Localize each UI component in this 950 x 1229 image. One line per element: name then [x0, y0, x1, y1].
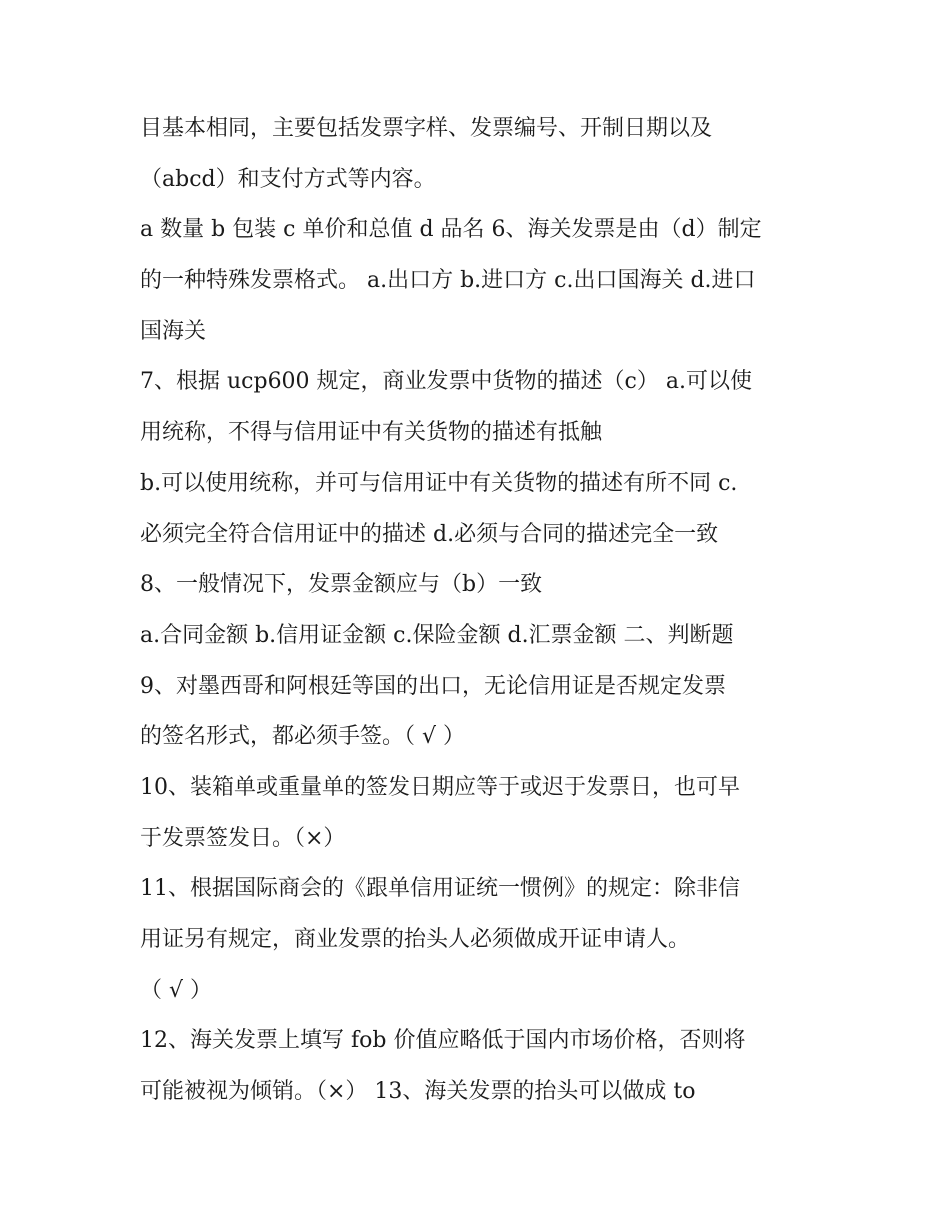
text-line: 用证另有规定，商业发票的抬头人必须做成开证申请人。 — [140, 927, 691, 952]
text-line: 7、根据 ucp600 规定，商业发票中货物的描述（c） a.可以使 — [140, 369, 752, 395]
text-line: 于发票签发日。（×） — [140, 825, 346, 851]
text-line: a.合同金额 b.信用证金额 c.保险金额 d.汇票金额 二、判断题 — [140, 622, 734, 648]
text-line: 用统称，不得与信用证中有关货物的描述有抵触 — [140, 420, 603, 446]
text-line: 8、一般情况下，发票金额应与（b）一致 — [140, 572, 543, 598]
text-line: 11、根据国际商会的《跟单信用证统一惯例》的规定：除非信 — [140, 876, 740, 902]
text-line: a 数量 b 包装 c 单价和总值 d 品名 6、海关发票是由（d）制定 — [140, 217, 762, 243]
text-line: 的签名形式，都必须手签。（ √ ） — [140, 724, 466, 750]
text-line: 国海关 — [140, 318, 207, 344]
text-line: 必须完全符合信用证中的描述 d.必须与合同的描述完全一致 — [140, 521, 719, 547]
text-line: 目基本相同，主要包括发票字样、发票编号、开制日期以及 — [140, 116, 713, 141]
text-line: b.可以使用统称，并可与信用证中有关货物的描述有所不同 c. — [140, 470, 738, 496]
text-line: 9、对墨西哥和阿根廷等国的出口，无论信用证是否规定发票 — [140, 673, 726, 699]
text-line: （abcd）和支付方式等内容。 — [140, 166, 436, 192]
text-line: 的一种特殊发票格式。 a.出口方 b.进口方 c.出口国海关 d.进口 — [140, 268, 756, 294]
document-text — [140, 104, 820, 1118]
text-line: 可能被视为倾销。（×） 13、海关发票的抬头可以做成 to — [140, 1079, 696, 1105]
text-line: 10、装箱单或重量单的签发日期应等于或迟于发票日，也可早 — [140, 774, 740, 800]
text-line: 12、海关发票上填写 fob 价值应略低于国内市场价格，否则将 — [140, 1028, 746, 1054]
text-line: （ √ ） — [140, 977, 213, 1003]
